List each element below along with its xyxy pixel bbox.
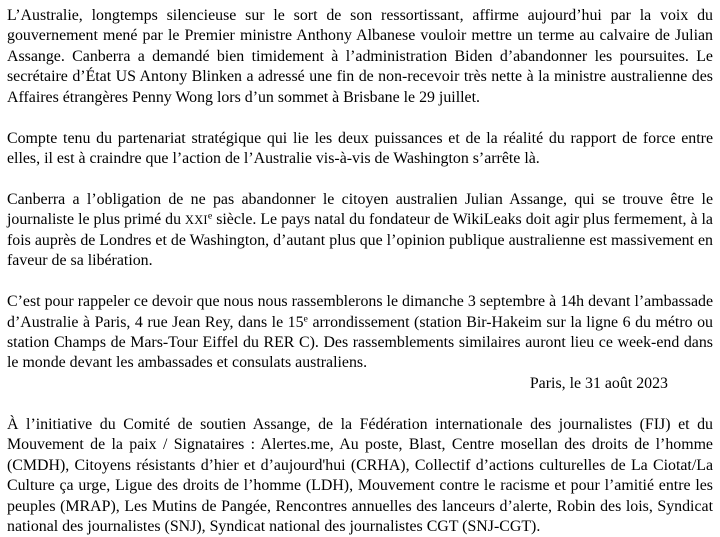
paragraph-strategic-partnership: Compte tenu du partenariat stratégique qui lie les deux puissances et de la réalité du rapport de force entre elles, il est à craindre que l’action de l’Australie vis-à-vis de Washington s’arrête là.	[7, 129, 713, 168]
paragraph-australia-position: L’Australie, longtemps silencieuse sur le sort de son ressortissant, affirme aujourd’hui par la voix du gouvernement mené par le Premier ministre Anthony Albanese vouloir mettre un terme au calvaire de Julian Assange. Canberra a demandé bien timidement à l’administration Biden d’abandonner les poursuites. Le secrétaire d’État US Antony Blinken a adressé une fin de non-recevoir très nette à la ministre australienne des Affaires étrangères Penny Wong lors d’un sommet à Brisbane le 29 juillet.	[7, 7, 713, 106]
paragraph-obligation	[7, 190, 713, 272]
dateline: Paris, le 31 août 2023	[529, 374, 668, 392]
paragraph-obligation-end: siècle. Le pays natal du fondateur de WikiLeaks doit agir plus fermement, à la fois auprès de Londres et de Washington, d’autant plus que l’opinion publique australienne est massivement en faveur de sa libération.	[7, 211, 713, 270]
century-suffix: e	[207, 211, 213, 223]
paragraph-obligation-start: Canberra a l’obligation de ne pas abandonner le citoyen australien Julian Assange, qui se trouve être le journaliste le plus primé du	[7, 191, 713, 229]
paragraph-gathering-end: arrondissement (station Bir-Hakeim sur la ligne 6 du métro ou station Champs de Mars-Tour Eiffel du RER C). Des rassemblements similaires auront lieu ce week-end dans le monde devant les ambassades et consulats australiens.	[7, 313, 713, 372]
paragraph-signatories: À l’initiative du Comité de soutien Assange, de la Fédération internationale des journalistes (FIJ) et du Mouvement de la paix / Signataires : Alertes.me, Au poste, Blast, Centre mosellan des droits de l’homme (CMDH), Citoyens résistants d’hier et d’aujourd'hui (CRHA), Collectif d’actions culturelles de La Ciotat/La Culture ça urge, Ligue des droits de l’homme (LDH), Mouvement contre le racisme et pour l’amitié entre les peuples (MRAP), Les Mutins de Pangée, Rencontres annuelles des lanceurs d’alerte, Robin des lois, Syndicat national des journalistes (SNJ), Syndicat national des journalistes CGT (SNJ-CGT).	[7, 415, 713, 535]
paragraph-gathering-start: C’est pour rappeler ce devoir que nous nous rassemblerons le dimanche 3 septembre à 14h devant l’ambassade d’Australie à Paris, 4 rue Jean Rey, dans le 15	[7, 293, 713, 331]
paragraph-gathering	[7, 292, 713, 374]
century-numeral: XXI	[185, 213, 208, 228]
arrondissement-suffix: e	[303, 313, 308, 325]
